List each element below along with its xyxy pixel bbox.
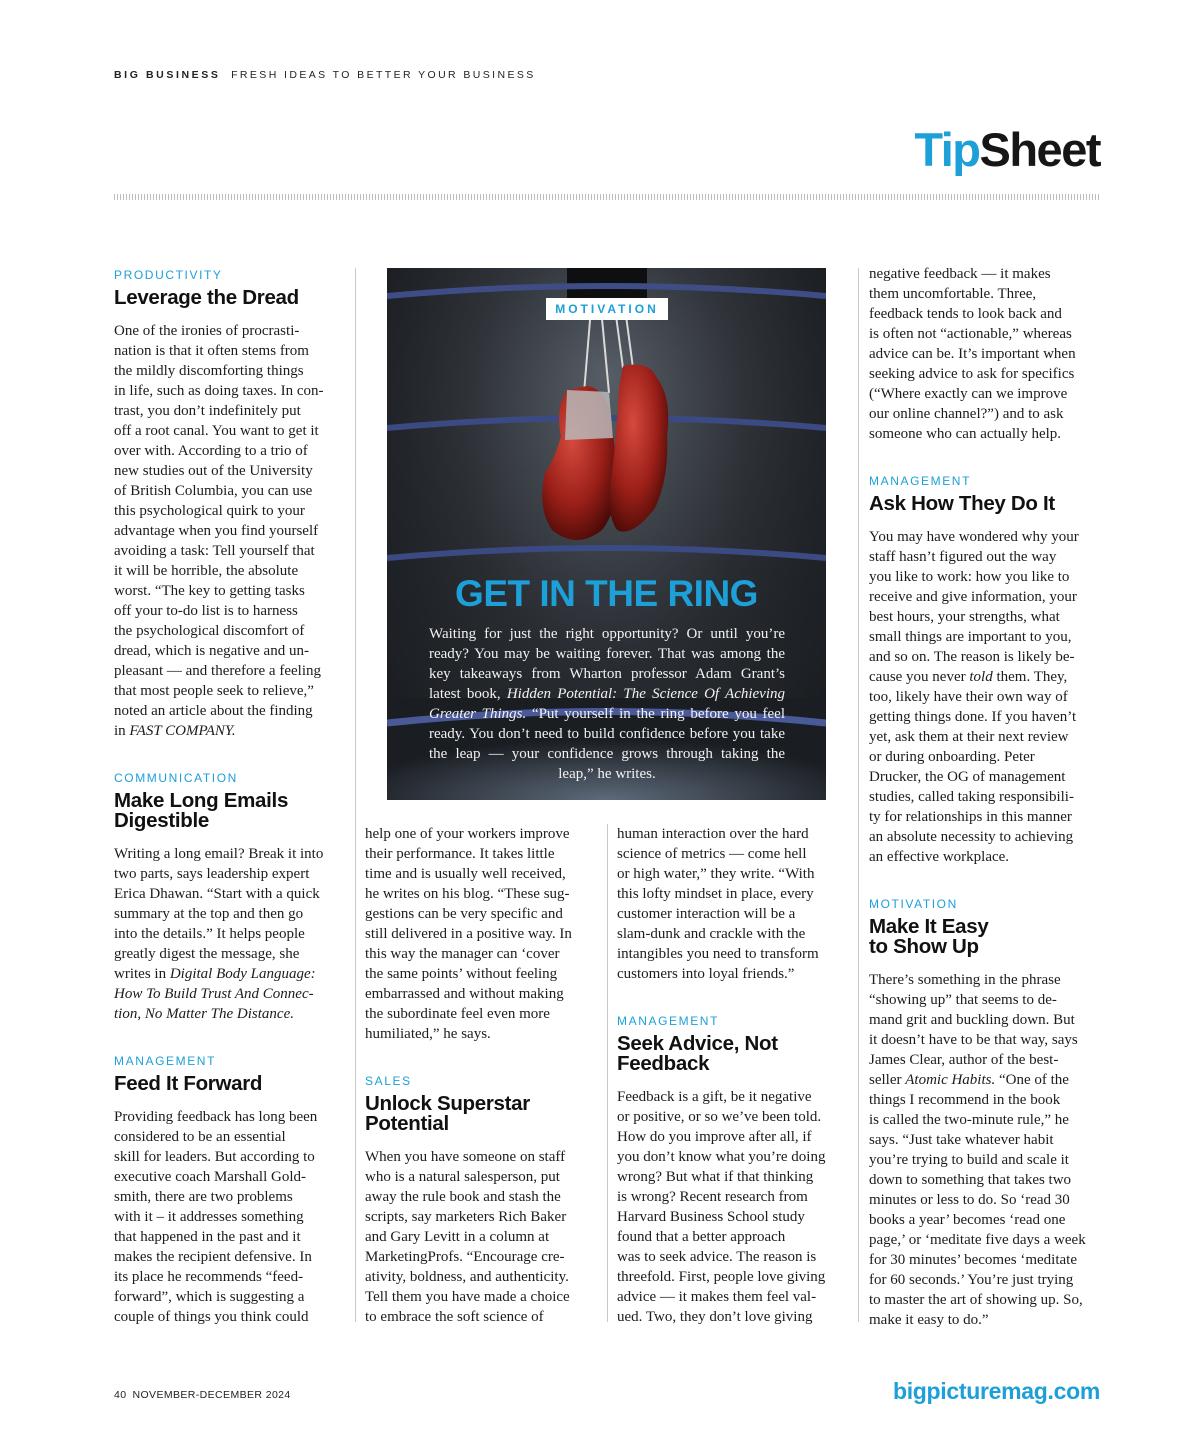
feature-body: [429, 624, 785, 784]
article-body: [114, 844, 346, 1024]
body-line: wrong? But what if that thinking: [617, 1169, 814, 1185]
body-line: it doesn’t have to be that way, says: [869, 1032, 1078, 1048]
body-line: One of the ironies of procrasti-: [114, 323, 300, 339]
body-line: studies, called taking responsibili-: [869, 789, 1074, 805]
book-title: Digital Body Language:: [169, 966, 316, 982]
column-rule: [607, 824, 608, 1322]
column-rule: [355, 268, 356, 1322]
body-line: time and is usually well received,: [365, 866, 566, 882]
body-line: [114, 721, 346, 741]
body-line: Writing a long email? Break it into: [114, 846, 324, 862]
article-kicker: MANAGEMENT: [617, 1014, 720, 1028]
body-line: this way the manager can ‘cover: [365, 946, 560, 962]
body-line: off a root canal. You want to get it: [114, 423, 319, 439]
body-line: minutes or less to do. So ‘read 30: [869, 1192, 1070, 1208]
body-line: best hours, your strengths, what: [869, 609, 1060, 625]
article-kicker: MANAGEMENT: [114, 1054, 217, 1068]
page-footer: [114, 1389, 291, 1401]
body-line: and so on. The reason is likely be-: [869, 649, 1075, 665]
article-show-up: [869, 897, 1101, 1330]
body-line: its place he recommends “feed-: [114, 1269, 304, 1285]
body-line: someone who can actually help.: [869, 426, 1062, 442]
body-line: for 30 minutes’ becomes ‘meditate: [869, 1252, 1077, 1268]
body-line: page,’ or ‘meditate five days a week: [869, 1232, 1086, 1248]
emphasis: told: [969, 669, 993, 685]
body-line: things I recommend in the book: [869, 1092, 1061, 1108]
body-line: to master the art of showing up. So,: [869, 1292, 1083, 1308]
book-title: tion, No Matter The Distance.: [114, 1006, 294, 1022]
body-line: customer interaction will be a: [617, 906, 796, 922]
body-line: and Gary Levitt in a column at: [365, 1229, 550, 1245]
body-line: that happened in the past and it: [114, 1229, 301, 1245]
feature-title: GET IN THE RING: [455, 573, 758, 614]
article-ask-how: [869, 474, 1101, 867]
body-line: them uncomfortable. Three,: [869, 286, 1037, 302]
body-line: in life, such as doing taxes. In con-: [114, 383, 324, 399]
article-kicker: MOTIVATION: [869, 897, 958, 911]
body-line: pleasant — and therefore a feeling: [114, 663, 321, 679]
body-line: an absolute necessity to achieving: [869, 829, 1074, 845]
body-text: in: [114, 723, 130, 739]
body-line: make it easy to do.”: [869, 1312, 989, 1328]
website-link[interactable]: bigpicturemag.com: [892, 1378, 1100, 1404]
body-line: this lofty mindset in place, every: [617, 886, 814, 902]
body-line: receive and give information, your: [869, 589, 1077, 605]
body-line: it will be horrible, the absolute: [114, 563, 299, 579]
body-line: When you have someone on staff: [365, 1149, 566, 1165]
column-3: [617, 824, 849, 1327]
headline-line: Make It Easy: [869, 915, 989, 938]
body-line: [114, 1004, 346, 1024]
body-line: summary at the top and then go: [114, 906, 304, 922]
article-body-continued: [365, 824, 597, 1044]
issue-date: NOVEMBER-DECEMBER 2024: [132, 1389, 291, 1401]
header-divider: [114, 194, 1100, 200]
body-line: human interaction over the hard: [617, 826, 809, 842]
body-line: away the rule book and stash the: [365, 1189, 561, 1205]
article-headline: Feed It Forward: [114, 1072, 263, 1095]
body-line: Erica Dhawan. “Start with a quick: [114, 886, 320, 902]
body-line: customers into loyal friends.”: [617, 966, 795, 982]
article-advice: [617, 1014, 849, 1327]
body-line: their performance. It takes little: [365, 846, 555, 862]
body-line: slam-dunk and crackle with the: [617, 926, 806, 942]
body-line: [114, 964, 346, 984]
body-line: skill for leaders. But according to: [114, 1149, 315, 1165]
tipsheet-logo: [914, 123, 1100, 176]
body-line: worst. “The key to getting tasks: [114, 583, 305, 599]
body-line: the psychological discomfort of: [114, 623, 305, 639]
body-line: noted an article about the finding: [114, 703, 313, 719]
body-line: was to seek advice. The reason is: [617, 1249, 817, 1265]
page-number: 40: [114, 1389, 127, 1401]
headline-line: Digestible: [114, 809, 209, 832]
article-body: [869, 970, 1101, 1330]
article-body: [114, 321, 346, 741]
headline-line: Seek Advice, Not: [617, 1032, 778, 1055]
body-line: advice can be. It’s important when: [869, 346, 1076, 362]
body-line: is often not “actionable,” whereas: [869, 326, 1072, 342]
body-text: .: [231, 723, 236, 739]
body-line: found that a better approach: [617, 1229, 786, 1245]
body-line: Providing feedback has long been: [114, 1109, 318, 1125]
body-line: [869, 667, 1101, 687]
body-line: science of metrics — come hell: [617, 846, 807, 862]
body-line: There’s something in the phrase: [869, 972, 1061, 988]
body-line: dread, which is negative and un-: [114, 643, 309, 659]
body-line: embarrassed and without making: [365, 986, 564, 1002]
body-line: considered to be an essential: [114, 1129, 286, 1145]
body-text: cause you never: [869, 669, 970, 685]
body-line: our online channel?”) and to ask: [869, 406, 1064, 422]
body-line: advantage when you find yourself: [114, 523, 319, 539]
body-line: scripts, say marketers Rich Baker: [365, 1209, 567, 1225]
article-leverage: [114, 268, 346, 741]
body-line: MarketingProfs. “Encourage cre-: [365, 1249, 565, 1265]
body-line: yet, ask them at their next review: [869, 729, 1069, 745]
body-line: this psychological quirk to your: [114, 503, 305, 519]
column-1: [114, 268, 346, 1327]
article-superstar: [365, 1074, 597, 1327]
body-line: you don’t know what you’re doing: [617, 1149, 826, 1165]
body-line: off your to-do list is to harness: [114, 603, 298, 619]
headline-line: Potential: [365, 1112, 449, 1135]
body-line: staff hasn’t figured out the way: [869, 549, 1057, 565]
article-body: [114, 1107, 346, 1327]
body-line: the same points’ without feeling: [365, 966, 558, 982]
body-line: James Clear, author of the best-: [869, 1052, 1059, 1068]
body-line: Tell them you have made a choice: [365, 1289, 570, 1305]
body-line: into the details.” It helps people: [114, 926, 305, 942]
body-line: humiliated,” he says.: [365, 1026, 491, 1042]
body-line: says. “Just take whatever habit: [869, 1132, 1054, 1148]
body-line: Harvard Business School study: [617, 1209, 805, 1225]
body-line: Drucker, the OG of management: [869, 769, 1066, 785]
article-headline: Leverage the Dread: [114, 286, 299, 309]
body-line: help one of your workers improve: [365, 826, 570, 842]
article-body-continued: [869, 264, 1101, 444]
body-line: you’re trying to build and scale it: [869, 1152, 1069, 1168]
body-line: or high water,” they write. “With: [617, 866, 815, 882]
source-name: FAST COMPANY: [129, 723, 232, 739]
body-text: “One of the: [995, 1072, 1069, 1088]
body-line: small things are important to you,: [869, 629, 1072, 645]
body-text: writes in: [114, 966, 170, 982]
body-line: is called the two-minute rule,” he: [869, 1112, 1069, 1128]
body-line: who is a natural salesperson, put: [365, 1169, 560, 1185]
feature-photo: [387, 268, 826, 800]
column-rule: [858, 268, 859, 1322]
feature-text: Waiting for just the right opportunity? Or until you’re ready? You may be waiting forever. That was among the key takeaways from Wharton professor Adam Grant’s latest book,: [429, 626, 785, 702]
book-title: Atomic Habits.: [905, 1072, 996, 1088]
body-line: seeking advice to ask for specifics: [869, 366, 1075, 382]
body-line: nation is that it often stems from: [114, 343, 309, 359]
body-line: or during onboarding. Peter: [869, 749, 1035, 765]
logo-tip: Tip: [914, 123, 980, 176]
body-line: [869, 1070, 1101, 1090]
body-line: down to something that takes two: [869, 1172, 1072, 1188]
body-line: [114, 984, 346, 1004]
article-feed-forward: [114, 1054, 346, 1327]
body-line: you like to work: how you like to: [869, 569, 1070, 585]
body-line: he writes on his blog. “These sug-: [365, 886, 570, 902]
body-line: trast, you don’t indefinitely put: [114, 403, 301, 419]
body-line: with it – it addresses something: [114, 1209, 304, 1225]
column-2: [365, 824, 597, 1327]
body-line: ued. Two, they don’t love giving: [617, 1309, 813, 1325]
body-line: intangibles you need to transform: [617, 946, 819, 962]
body-line: threefold. First, people love giving: [617, 1269, 826, 1285]
body-line: ativity, boldness, and authenticity.: [365, 1269, 569, 1285]
body-line: makes the recipient defensive. In: [114, 1249, 312, 1265]
body-line: the mildly discomforting things: [114, 363, 304, 379]
body-line: negative feedback — it makes: [869, 266, 1051, 282]
body-line: You may have wondered why your: [869, 529, 1079, 545]
body-line: (“Where exactly can we improve: [869, 386, 1068, 402]
body-line: advice — it makes them feel val-: [617, 1289, 817, 1305]
body-line: smith, there are two problems: [114, 1189, 293, 1205]
article-body-continued: [617, 824, 849, 984]
article-kicker: MANAGEMENT: [869, 474, 972, 488]
body-line: too, likely have their own way of: [869, 689, 1068, 705]
body-line: two parts, says leadership expert: [114, 866, 310, 882]
section-name: BIG BUSINESS: [114, 69, 221, 81]
body-line: ty for relationships in this manner: [869, 809, 1072, 825]
body-line: couple of things you think could: [114, 1309, 309, 1325]
article-kicker: SALES: [365, 1074, 412, 1088]
headline-line: Make Long Emails: [114, 789, 289, 812]
body-line: feedback tends to look back and: [869, 306, 1062, 322]
body-line: forward”, which is suggesting a: [114, 1289, 305, 1305]
body-line: to embrace the soft science of: [365, 1309, 544, 1325]
article-kicker: COMMUNICATION: [114, 771, 238, 785]
headline-line: Feedback: [617, 1052, 710, 1075]
body-line: the subordinate feel even more: [365, 1006, 550, 1022]
headline-line: Unlock Superstar: [365, 1092, 530, 1115]
body-line: still delivered in a positive way. In: [365, 926, 572, 942]
book-title: How To Build Trust And Connec-: [114, 986, 314, 1002]
article-headline: [114, 791, 346, 831]
body-line: mand grit and buckling down. But: [869, 1012, 1075, 1028]
article-body: [869, 527, 1101, 867]
body-text: them. They,: [992, 669, 1068, 685]
body-line: for 60 seconds.’ You’re just trying: [869, 1272, 1074, 1288]
body-line: avoiding a task: Tell yourself that: [114, 543, 315, 559]
logo-sheet: Sheet: [979, 123, 1100, 176]
article-headline: [365, 1094, 597, 1134]
body-line: greatly digest the message, she: [114, 946, 300, 962]
headline-line: to Show Up: [869, 935, 979, 958]
body-text: seller: [869, 1072, 906, 1088]
article-headline: [617, 1034, 849, 1074]
article-headline: [869, 917, 1101, 957]
feature-text: “Put yourself in the ring before you feel ready. You don’t need to build confidence before you take the leap — your confidence grows through taking the leap,” he writes.: [429, 706, 786, 782]
column-4: [869, 264, 1101, 1330]
body-line: getting things done. If you haven’t: [869, 709, 1077, 725]
feature-tag: MOTIVATION: [546, 298, 668, 320]
body-line: executive coach Marshall Gold-: [114, 1169, 307, 1185]
body-line: “showing up” that seems to de-: [869, 992, 1057, 1008]
masthead: [114, 69, 536, 81]
body-line: new studies out of the University: [114, 463, 313, 479]
body-line: or positive, or so we’ve been told.: [617, 1109, 822, 1125]
body-line: Feedback is a gift, be it negative: [617, 1089, 812, 1105]
feature-book-title: Hidden Potential: The Science Of Achieving Greater Things.: [429, 686, 785, 722]
body-line: an effective workplace.: [869, 849, 1010, 865]
body-line: is wrong? Recent research from: [617, 1189, 808, 1205]
section-tagline: FRESH IDEAS TO BETTER YOUR BUSINESS: [231, 69, 536, 81]
article-headline: Ask How They Do It: [869, 492, 1055, 515]
body-line: that most people seek to relieve,”: [114, 683, 314, 699]
body-line: gestions can be very specific and: [365, 906, 563, 922]
body-line: of British Columbia, you can use: [114, 483, 313, 499]
article-body: [617, 1087, 849, 1327]
body-line: books a year’ becomes ‘read one: [869, 1212, 1066, 1228]
body-line: over with. According to a trio of: [114, 443, 308, 459]
article-kicker: PRODUCTIVITY: [114, 268, 223, 282]
body-line: How do you improve after all, if: [617, 1129, 812, 1145]
article-emails: [114, 771, 346, 1024]
article-body: [365, 1147, 597, 1327]
